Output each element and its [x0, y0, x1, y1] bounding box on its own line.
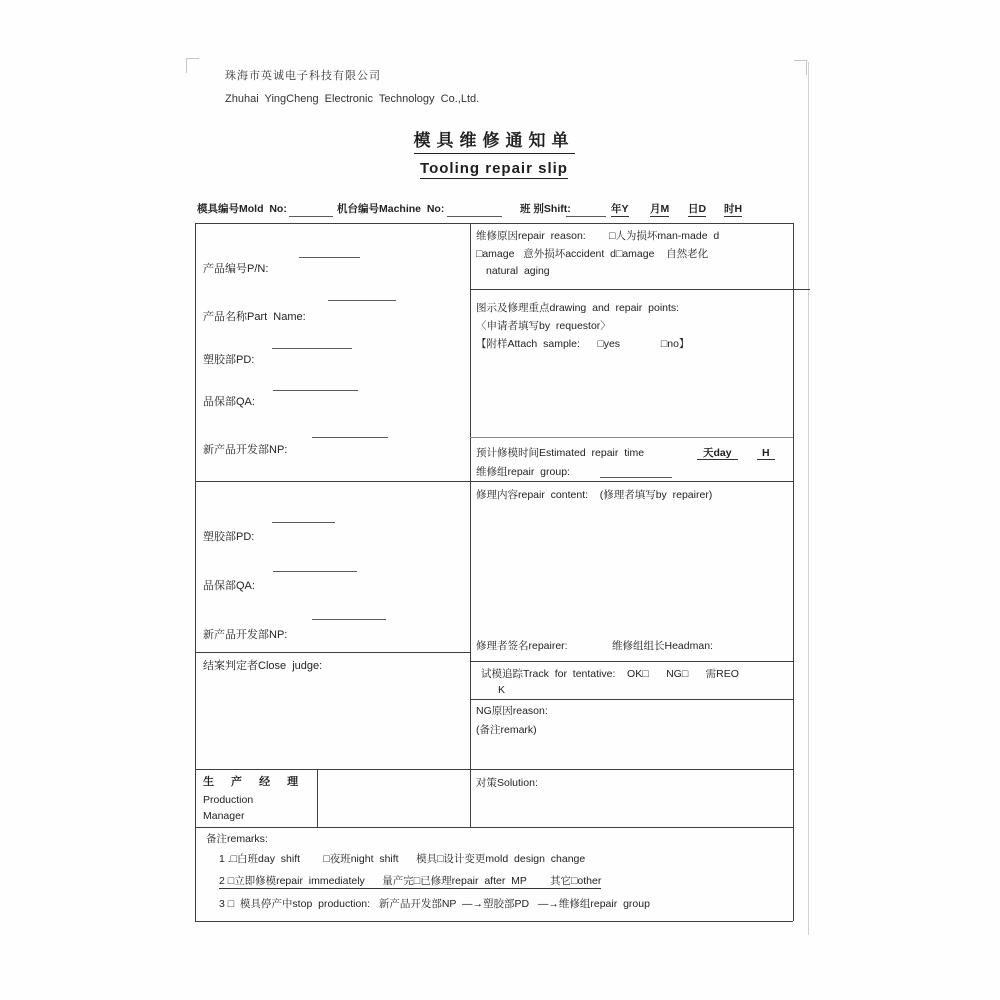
- estimated-time-label: 预计修模时间Estimated repair time: [476, 447, 645, 459]
- page-corner-mark-top-left: [186, 58, 199, 73]
- field-qa-label: 品保部QA:: [203, 396, 255, 408]
- divider-remarks-top: [195, 827, 793, 828]
- shift-blank-line: [566, 216, 606, 217]
- headman-label: 维修组组长Headman:: [612, 640, 713, 652]
- field-part-name-blank: [328, 300, 396, 301]
- divider-repair-reason-bottom: [470, 289, 810, 290]
- repair-content-label: 修理内容repair content: (修理者填写by repairer): [476, 489, 713, 501]
- drawing-points-label: 图示及修理重点drawing and repair points:: [476, 302, 680, 314]
- divider-section1-bottom: [195, 481, 793, 482]
- shift-label: 班 别Shift:: [520, 203, 571, 215]
- table-divider-center: [470, 223, 471, 828]
- repair-reason-line2: □amage 意外损坏accident d□amage 自然老化: [476, 248, 709, 260]
- production-manager-cn: 生 产 经 理: [203, 776, 306, 788]
- field-np-blank: [312, 437, 388, 438]
- divider-track-bottom: [470, 699, 793, 700]
- day-label: 日D: [688, 203, 707, 215]
- field-qa2-label: 品保部QA:: [203, 580, 255, 592]
- remarks-line3: 3 □ 模具停产中stop production: 新产品开发部NP —→塑胶部PD —→维修组repair group: [219, 898, 650, 910]
- close-judge-label: 结案判定者Close judge:: [203, 660, 323, 672]
- hour-label: 时H: [724, 203, 743, 215]
- field-pd-label: 塑胶部PD:: [203, 354, 255, 366]
- company-name-cn: 珠海市英诚电子科技有限公司: [225, 70, 381, 82]
- remarks-title: 备注remarks:: [206, 833, 268, 845]
- table-border-top: [195, 223, 793, 224]
- drawing-points-requestor: 〈申请者填写by requestor〉: [476, 320, 611, 332]
- mold-no-blank-line: [289, 216, 333, 217]
- table-border-bottom: [195, 921, 793, 922]
- field-qa2-blank: [273, 571, 357, 572]
- solution-label: 对策Solution:: [476, 777, 538, 789]
- divider-production-manager-cell: [317, 769, 318, 827]
- mold-no-label: 模具编号Mold No:: [197, 203, 287, 215]
- table-border-left: [195, 223, 196, 921]
- field-part-number-blank: [299, 257, 360, 258]
- field-pd-blank: [272, 348, 352, 349]
- divider-repairer-bottom: [470, 661, 793, 662]
- field-np-label: 新产品开发部NP:: [203, 444, 288, 456]
- divider-drawing-bottom: [470, 437, 793, 438]
- form-title-cn: 模具维修通知单: [414, 126, 575, 154]
- repair-group-label: 维修组repair group:: [476, 466, 570, 478]
- table-border-right: [793, 223, 794, 921]
- repair-reason-line1: 维修原因repair reason: □人为损坏man-made d: [476, 230, 720, 242]
- repair-reason-line3: natural aging: [486, 265, 550, 277]
- repair-group-blank: [600, 477, 672, 478]
- divider-solution-top: [195, 769, 793, 770]
- field-pd2-label: 塑胶部PD:: [203, 531, 255, 543]
- field-pd2-blank: [272, 522, 335, 523]
- ng-remark-label: (备注remark): [476, 724, 537, 736]
- track-tentative-line1: 试模追踪Track for tentative: OK□ NG□ 需REO: [481, 668, 739, 680]
- estimated-time-day: 天day: [697, 447, 738, 460]
- company-name-en: Zhuhai YingCheng Electronic Technology Co.,Ltd.: [225, 93, 480, 105]
- remarks-line1: 1 .□白班day shift □夜班night shift 模具□设计变更mold design change: [219, 853, 586, 865]
- month-label: 月M: [650, 203, 670, 215]
- field-np2-label: 新产品开发部NP:: [203, 629, 288, 641]
- estimated-time-hour: H: [757, 447, 775, 460]
- ng-reason-label: NG原因reason:: [476, 705, 548, 717]
- repairer-label: 修理者签名repairer:: [476, 640, 568, 652]
- production-manager-en2: Manager: [203, 810, 245, 822]
- divider-close-judge-top: [195, 652, 470, 653]
- year-label: 年Y: [611, 203, 629, 215]
- page-corner-mark-top-right: [794, 60, 807, 75]
- form-title-block: [195, 126, 793, 179]
- field-qa-blank: [273, 390, 358, 391]
- field-np2-blank: [312, 619, 386, 620]
- form-title-en: Tooling repair slip: [420, 160, 568, 177]
- machine-no-label: 机台编号Machine No:: [337, 203, 445, 215]
- production-manager-en1: Production: [203, 794, 254, 806]
- page-right-edge: [808, 62, 809, 935]
- attach-sample-label: 【附样Attach sample: □yes □no】: [476, 338, 690, 350]
- field-part-number-label: 产品编号P/N:: [203, 263, 269, 275]
- machine-no-blank-line: [447, 216, 502, 217]
- remarks-line2: 2 □立即修模repair immediately 量产完□已修理repair after MP 其它□other: [219, 875, 602, 887]
- field-part-name-label: 产品名称Part Name:: [203, 311, 306, 323]
- track-tentative-line2: K: [498, 684, 506, 696]
